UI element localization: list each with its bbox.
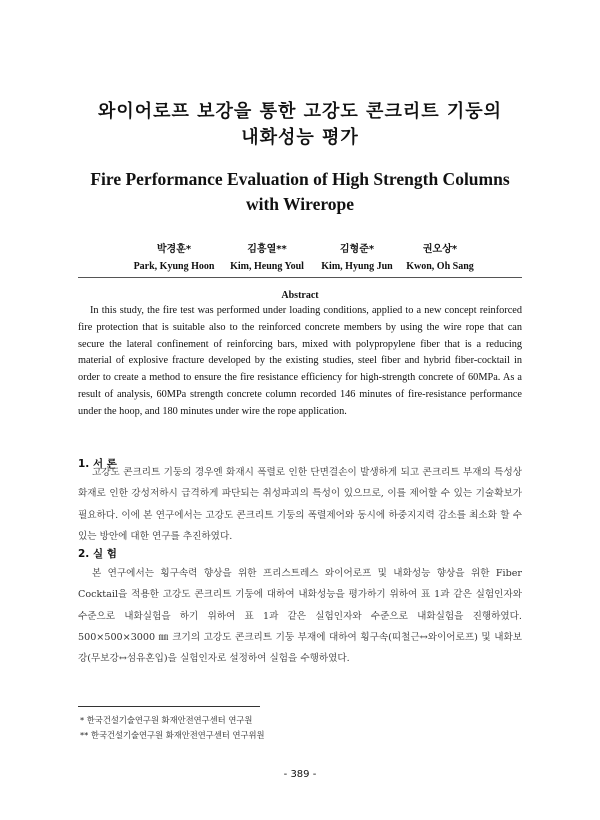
author-name-english: Kim, Heung Youl (230, 261, 304, 272)
abstract-heading: Abstract (281, 290, 319, 301)
footnote-divider (78, 706, 260, 707)
section-text-experiment: 본 연구에서는 횡구속력 향상을 위한 프리스트레스 와이어로프 및 내화성능 향상을 위한 Fiber Cocktail을 적용한 고강도 콘크리트 기둥에 대하여 내화성능을 평가하기 위하여 표 1과 같은 실험인자와 수준으로 내화실험을 하기 위하여 표 1과 같은 실험인자와 수준으로 내화실험을 진행하였다. 500×500×3000 ㎜ 크기의 고강도 콘크리트 기둥 부재에 대하여 횡구속(띠철근↔와이어로프) 및 내화보강(무보강↔섬유혼입)을 실험인자로 설정하여 실험을 수행하였다. (78, 568, 522, 665)
section-heading-experiment: 2. 실 험 (78, 548, 117, 560)
author-name-korean: 김흥열** (247, 244, 287, 255)
author-name-english: Park, Kyung Hoon (133, 261, 215, 272)
author-name-english: Kwon, Oh Sang (406, 261, 474, 272)
author-4 (365, 240, 515, 272)
title-english-line2: with Wirerope (245, 194, 355, 214)
page-number: - 389 - (283, 769, 317, 780)
footnote-2: ** 한국건설기술연구원 화재안전연구센터 연구위원 (80, 730, 265, 740)
title-korean-line1: 와이어로프 보강을 통한 고강도 콘크리트 기둥의 (97, 101, 503, 122)
author-name-korean: 권오상* (422, 244, 458, 255)
footnote-1: * 한국건설기술연구원 화재안전연구센터 연구원 (80, 715, 253, 725)
abstract-text: In this study, the fire test was performed under loading conditions, applied to a new concept reinforced fire protection that is suitable also to the reinforced concrete members by using the wire rope that can secure the lateral confinement of reinforcing bars, mixed with polypropylene fiber that is a reducing material of explosive fracture developed by the existing studies, steel fiber and hybrid fiber-cocktail in order to create a method to ensure the fire resistance efficiency for high-strength concrete of 60MPa. As a result of analysis, 60MPa strength concrete column recorded 146 minutes of fire-resistance performance under the hoop, and 180 minutes under wire the rope application. (78, 305, 522, 417)
section-heading-introduction: 1. 서 론 (78, 458, 117, 470)
author-name-english: Kim, Hyung Jun (321, 261, 393, 272)
title-english-line1: Fire Performance Evaluation of High Strength Columns (90, 169, 510, 189)
header-divider (78, 277, 522, 278)
author-name-korean: 김형준* (339, 244, 375, 255)
section-text-introduction: 고강도 콘크리트 기둥의 경우엔 화재시 폭렬로 인한 단면결손이 발생하게 되고 콘크리트 부재의 특성상 화재로 인한 강성저하시 급격하게 파단되는 취성파괴의 특성이 있으므로, 이를 제어할 수 있는 기술확보가 필요하다. 이에 본 연구에서는 고강도 콘크리트 기둥의 폭렬제어와 동시에 하중지지력 감소를 최소화 할 수 있는 방안에 대한 연구를 추진하였다. (78, 467, 522, 542)
author-name-korean: 박경훈* (156, 244, 192, 255)
title-korean-line2: 내화성능 평가 (241, 127, 359, 148)
